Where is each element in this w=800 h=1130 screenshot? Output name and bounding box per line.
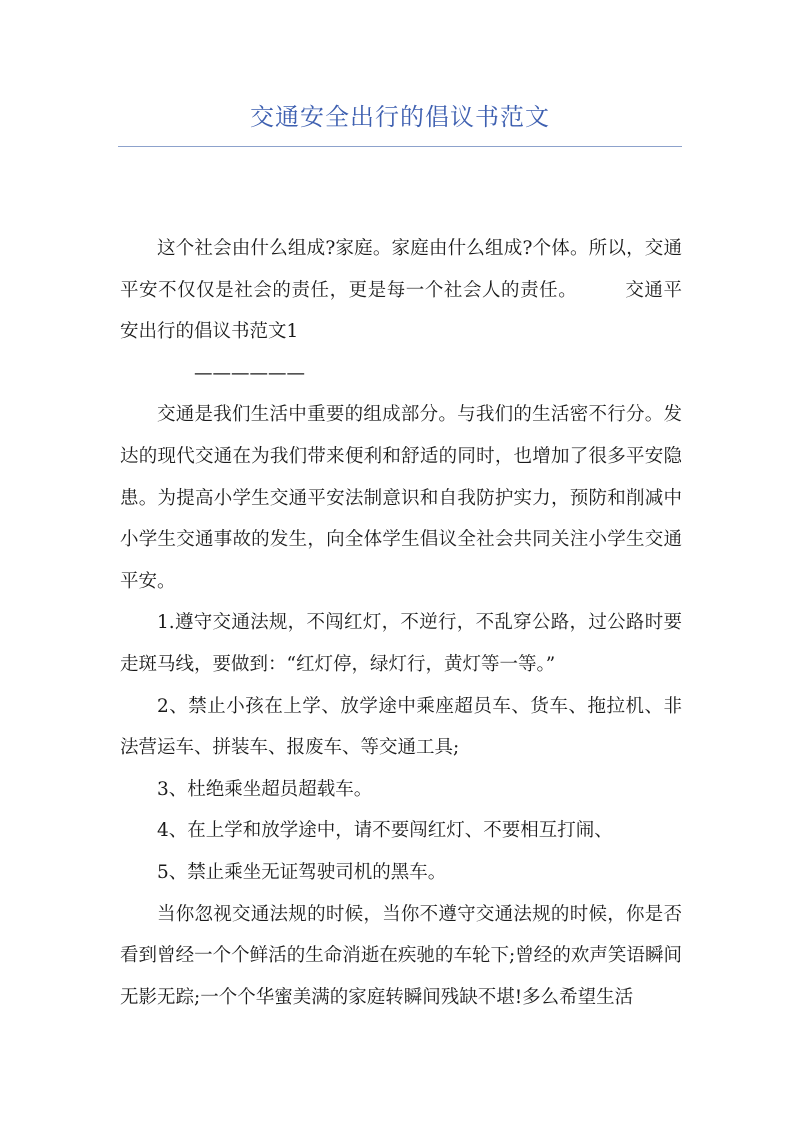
- separator-line: [120, 353, 682, 395]
- body-paragraph-1: 交通是我们生活中重要的组成部分。与我们的生活密不行分。发达的现代交通在为我们带来便利和舒适的同时，也增加了很多平安隐患。为提高小学生交通平安法制意识和自我防护实力，预防和削减中小学生交通事故的发生，向全体学生倡议全社会共同关注小学生交通平安。: [120, 404, 682, 592]
- title-underline: [118, 146, 682, 147]
- list-item-1: 1.遵守交通法规，不闯红灯，不逆行，不乱穿公路，过公路时要走斑马线，要做到：“红灯停，绿灯行，黄灯等一等。”: [120, 612, 682, 675]
- intro-paragraph: [120, 228, 682, 353]
- document-body: [120, 228, 682, 1018]
- list-item-2: 2、禁止小孩在上学、放学途中乘座超员车、货车、拖拉机、非法营运车、拼装车、报废车、等交通工具;: [120, 695, 682, 759]
- intro-text: 这个社会由什么组成?家庭。家庭由什么组成?个体。所以，交通平安不仅仅是社会的责任，更是每一个社会人的责任。: [120, 238, 682, 301]
- list-item-4: 4、在上学和放学途中，请不要闯红灯、不要相互打闹、: [157, 820, 613, 842]
- list-item-5: 5、禁止乘坐无证驾驶司机的黑车。: [157, 861, 447, 883]
- document-title: 交通安全出行的倡议书范文: [250, 103, 550, 131]
- section-heading: 交通平安出行的倡议书范文1: [120, 279, 682, 343]
- separator-text: ——————: [194, 362, 305, 384]
- list-item-3: 3、杜绝乘坐超员超载车。: [157, 778, 373, 800]
- body-paragraph-2: 当你忽视交通法规的时候，当你不遵守交通法规的时候，你是否看到曾经一个个鲜活的生命消逝在疾驰的车轮下;曾经的欢声笑语瞬间无影无踪;一个个华蜜美满的家庭转瞬间残缺不堪!多么希望生活: [120, 903, 682, 1008]
